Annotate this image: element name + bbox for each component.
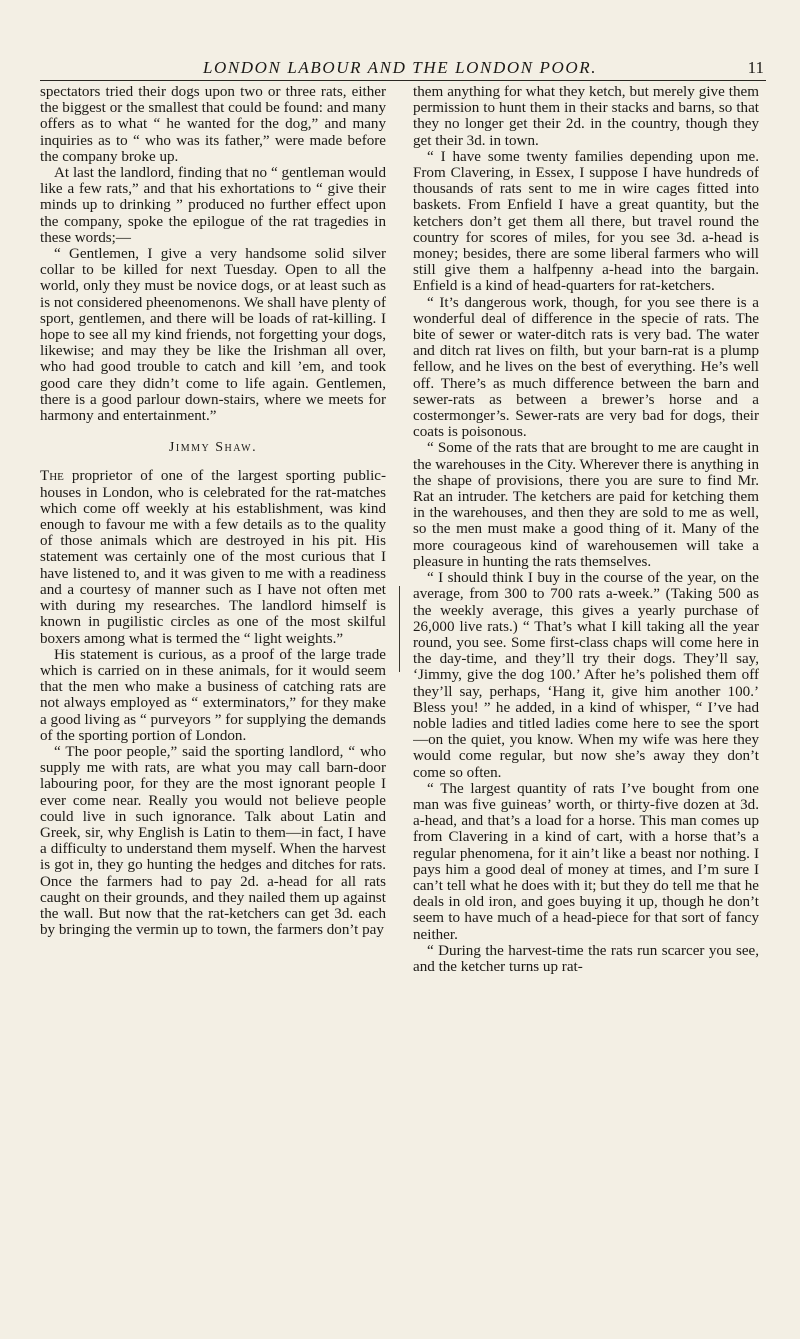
column-divider [399,586,400,672]
header-rule [40,80,766,81]
paragraph: “ The largest quantity of rats I’ve bought from one man was five guineas’ worth, or thirty-five dozen at 3d. a-head, and that’s a load for a horse. This man comes up from Clavering in a kind of cart, with a horse that’s a regular phenomena, for it ain’t like a beast nor nothing. I pays him a good deal of money at times, and I’m sure I can’t tell what he does with it; but they do tell me that he deals in old iron, and goes buying it up, though he don’t seem to have much of a head-piece for that sort of fancy neither. [413,780,759,943]
section-heading: Jimmy Shaw. [168,440,258,456]
paragraph: “ It’s dangerous work, though, for you see there is a wonderful deal of difference in the specie of rats. The bite of sewer or water-ditch rats is very bad. The water and ditch rat lives on filth, but your barn-rat is a plump fellow, and he lives on the best of everything. He’s well off. There’s as much difference between the barn and sewer-rats as between a brewer’s horse and a costermonger’s. Sewer-rats are very bad for dogs, their coats is poisonous. [413,294,759,441]
page-number: 11 [747,58,764,77]
paragraph [40,468,386,646]
paragraph: them anything for what they ketch, but merely give them permission to hunt them in their stacks and barns, so that they no longer get their 2d. in the country, though they get their 3d. in town. [413,84,759,149]
paragraph: “ Some of the rats that are brought to me are caught in the warehouses in the City. Wherever there is anything in the shape of provisions, there you are sure to find Mr. Rat an intruder. The ketchers are paid for ketching them in the warehouses, and then they are sold to me as well, so the men must make a good thing of it. Many of the more courageous kind of warehousemen will take a pleasure in hunting the rats themselves. [413,440,759,570]
running-title: LONDON LABOUR AND THE LONDON POOR. [202,58,598,77]
right-column [413,84,759,1339]
lead-word: The [40,468,64,485]
paragraph: “ The poor people,” said the sporting landlord, “ who supply me with rats, are what you may call barn-door labouring poor, for they are the most ignorant people I ever come near. Really you would not believe people could live in such ignorance. Talk about Latin and Greek, sir, why English is Latin to them—in fact, I have a difficulty to understand them myself. When the harvest is got in, they go hunting the hedges and ditches for rats. Once the farmers had to pay 2d. a-head for all rats caught on their grounds, and they nailed them up against the wall. But now that the rat-ketchers can get 3d. each by bringing the vermin up to town, the farmers don’t pay [40,743,386,939]
paragraph: “ I have some twenty families depending upon me. From Clavering, in Essex, I suppose I have hundreds of thousands of rats sent to me in wire cages fitted into baskets. From Enfield I have a great quantity, but the ketchers don’t get them all there, but travel round the country for scores of miles, for you see 3d. a-head is money; besides, there are some liberal farmers who will still give them a halfpenny a-head into the bargain. Enfield is a kind of head-quarters for rat-ketchers. [413,148,759,295]
paragraph: spectators tried their dogs upon two or three rats, either the biggest or the smallest that could be found: and many offers as to what “ he wanted for the dog,” and many inquiries as to “ who was its father,” were made before the company broke up. [40,84,386,165]
paragraph: “ I should think I buy in the course of the year, on the average, from 300 to 700 rats a-week.” (Taking 500 as the weekly average, this gives a yearly purchase of 26,000 live rats.) “ That’s what I kill taking all the year round, you see. Some first-class chaps will come here in the day-time, and they’ll try their dogs. They’ll say, ‘Jimmy, give the dog 100.’ After he’s polished them off they’ll say, perhaps, ‘Hang it, give him another 100.’ Bless you! ” he added, in a kind of whisper, “ I’ve had noble ladies and titled ladies come here to see the sport—on the quiet, you know. When my wife was here they would come regular, but now she’s away they don’t come so often. [413,570,759,781]
page-header [0,58,800,82]
paragraph: “ During the harvest-time the rats run scarcer you see, and the ketcher turns up rat- [413,942,759,975]
paragraph: “ Gentlemen, I give a very handsome solid silver collar to be killed for next Tuesday. Open to all the world, only they must be novice dogs, or at least such as is not considered pheenomenons. We shall have plenty of sport, gentlemen, and there will be loads of rat-killing. I hope to see all my kind friends, not forgetting your dogs, likewise; and may they be like the Irishman all over, who had good trouble to catch and kill ’em, and took good care they didn’t come to life again. Gentlemen, there is a good parlour down-stairs, where we meets for harmony and entertainment.” [40,246,386,425]
paragraph: At last the landlord, finding that no “ gentleman would like a few rats,” and that his exhortations to “ give their minds up to drinking ” produced no further effect upon the company, spoke the epilogue of the rat tragedies in these words;— [40,165,386,246]
left-column [40,84,386,1339]
paragraph-text: proprietor of one of the largest sporting public-houses in London, who is celebrated for the rat-matches which come off weekly at his establishment, was kind enough to favour me with a few details as to the quality of those animals which are destroyed in his pit. His statement was certainly one of the most curious that I have listened to, and it was given to me with a readiness and a courtesy of manner such as I have not often met with during my researches. The landlord himself is known in pugilistic circles as one of the most skilful boxers among what is termed the “ light weights.” [40,468,386,647]
paragraph: His statement is curious, as a proof of the large trade which is carried on in these animals, for it would seem that the men who make a business of catching rats are not always employed as “ exterminators,” for they make a good living as “ purveyors ” for supplying the demands of the sporting portion of London. [40,646,386,744]
